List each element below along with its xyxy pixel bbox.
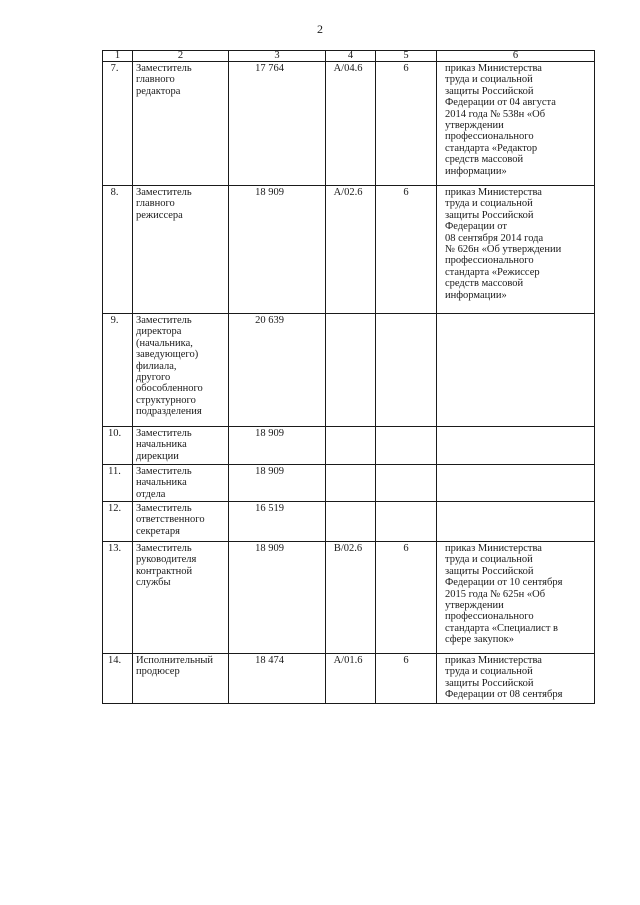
salary-value: 16 519: [229, 502, 326, 542]
table-row: [103, 542, 595, 654]
professional-standard: [437, 502, 595, 542]
column-header: 6: [437, 51, 595, 62]
position-title: Заместитель начальника отдела: [133, 465, 229, 502]
table-row: [103, 654, 595, 704]
table-row: [103, 427, 595, 465]
qualification-level: 6: [376, 62, 437, 186]
table-row: [103, 314, 595, 427]
salary-value: 20 639: [229, 314, 326, 427]
salary-value: 18 909: [229, 186, 326, 314]
salary-value: 18 474: [229, 654, 326, 704]
qualification-level: 6: [376, 542, 437, 654]
function-code: А/04.6: [326, 62, 376, 186]
function-code: [326, 314, 376, 427]
table-row: [103, 186, 595, 314]
position-title: Заместитель директора (начальника, заведующего) филиала, другого обособленного структурного подразделения: [133, 314, 229, 427]
position-title: Исполнительный продюсер: [133, 654, 229, 704]
professional-standard: [437, 314, 595, 427]
qualification-level: [376, 465, 437, 502]
professional-standard: приказ Министерства труда и социальной защиты Российской Федерации от 08 сентября: [437, 654, 595, 704]
position-title: Заместитель начальника дирекции: [133, 427, 229, 465]
table-row: [103, 465, 595, 502]
column-header: 2: [133, 51, 229, 62]
row-number: 9.: [103, 314, 133, 427]
qualification-level: [376, 427, 437, 465]
salary-value: 18 909: [229, 465, 326, 502]
qualification-level: 6: [376, 654, 437, 704]
position-title: Заместитель главного режиссера: [133, 186, 229, 314]
column-header: 5: [376, 51, 437, 62]
row-number: 13.: [103, 542, 133, 654]
function-code: А/02.6: [326, 186, 376, 314]
row-number: 11.: [103, 465, 133, 502]
function-code: [326, 427, 376, 465]
column-header: 3: [229, 51, 326, 62]
position-title: Заместитель главного редактора: [133, 62, 229, 186]
qualification-level: 6: [376, 186, 437, 314]
row-number: 8.: [103, 186, 133, 314]
function-code: А/01.6: [326, 654, 376, 704]
function-code: [326, 502, 376, 542]
professional-standard: [437, 465, 595, 502]
row-number: 14.: [103, 654, 133, 704]
table-row: [103, 62, 595, 186]
professional-standard: приказ Министерства труда и социальной защиты Российской Федерации от 04 августа 2014 года № 538н «Об утверждении профессионального стандарта «Редактор средств массовой информации»: [437, 62, 595, 186]
function-code: В/02.6: [326, 542, 376, 654]
row-number: 7.: [103, 62, 133, 186]
table-row: [103, 502, 595, 542]
salary-value: 18 909: [229, 427, 326, 465]
position-title: Заместитель ответственного секретаря: [133, 502, 229, 542]
professional-standard: [437, 427, 595, 465]
professional-standard: приказ Министерства труда и социальной защиты Российской Федерации от 08 сентября 2014 года № 626н «Об утверждении профессионального стандарта «Режиссер средств массовой информации»: [437, 186, 595, 314]
page-number: 2: [317, 22, 323, 36]
position-title: Заместитель руководителя контрактной службы: [133, 542, 229, 654]
function-code: [326, 465, 376, 502]
row-number: 12.: [103, 502, 133, 542]
column-header: 4: [326, 51, 376, 62]
column-header: 1: [103, 51, 133, 62]
professional-standard: приказ Министерства труда и социальной защиты Российской Федерации от 10 сентября 2015 года № 625н «Об утверждении профессионального стандарта «Специалист в сфере закупок»: [437, 542, 595, 654]
qualification-level: [376, 314, 437, 427]
salary-value: 18 909: [229, 542, 326, 654]
row-number: 10.: [103, 427, 133, 465]
table-header-row: [103, 51, 595, 62]
qualification-level: [376, 502, 437, 542]
positions-table: [102, 50, 595, 704]
salary-value: 17 764: [229, 62, 326, 186]
